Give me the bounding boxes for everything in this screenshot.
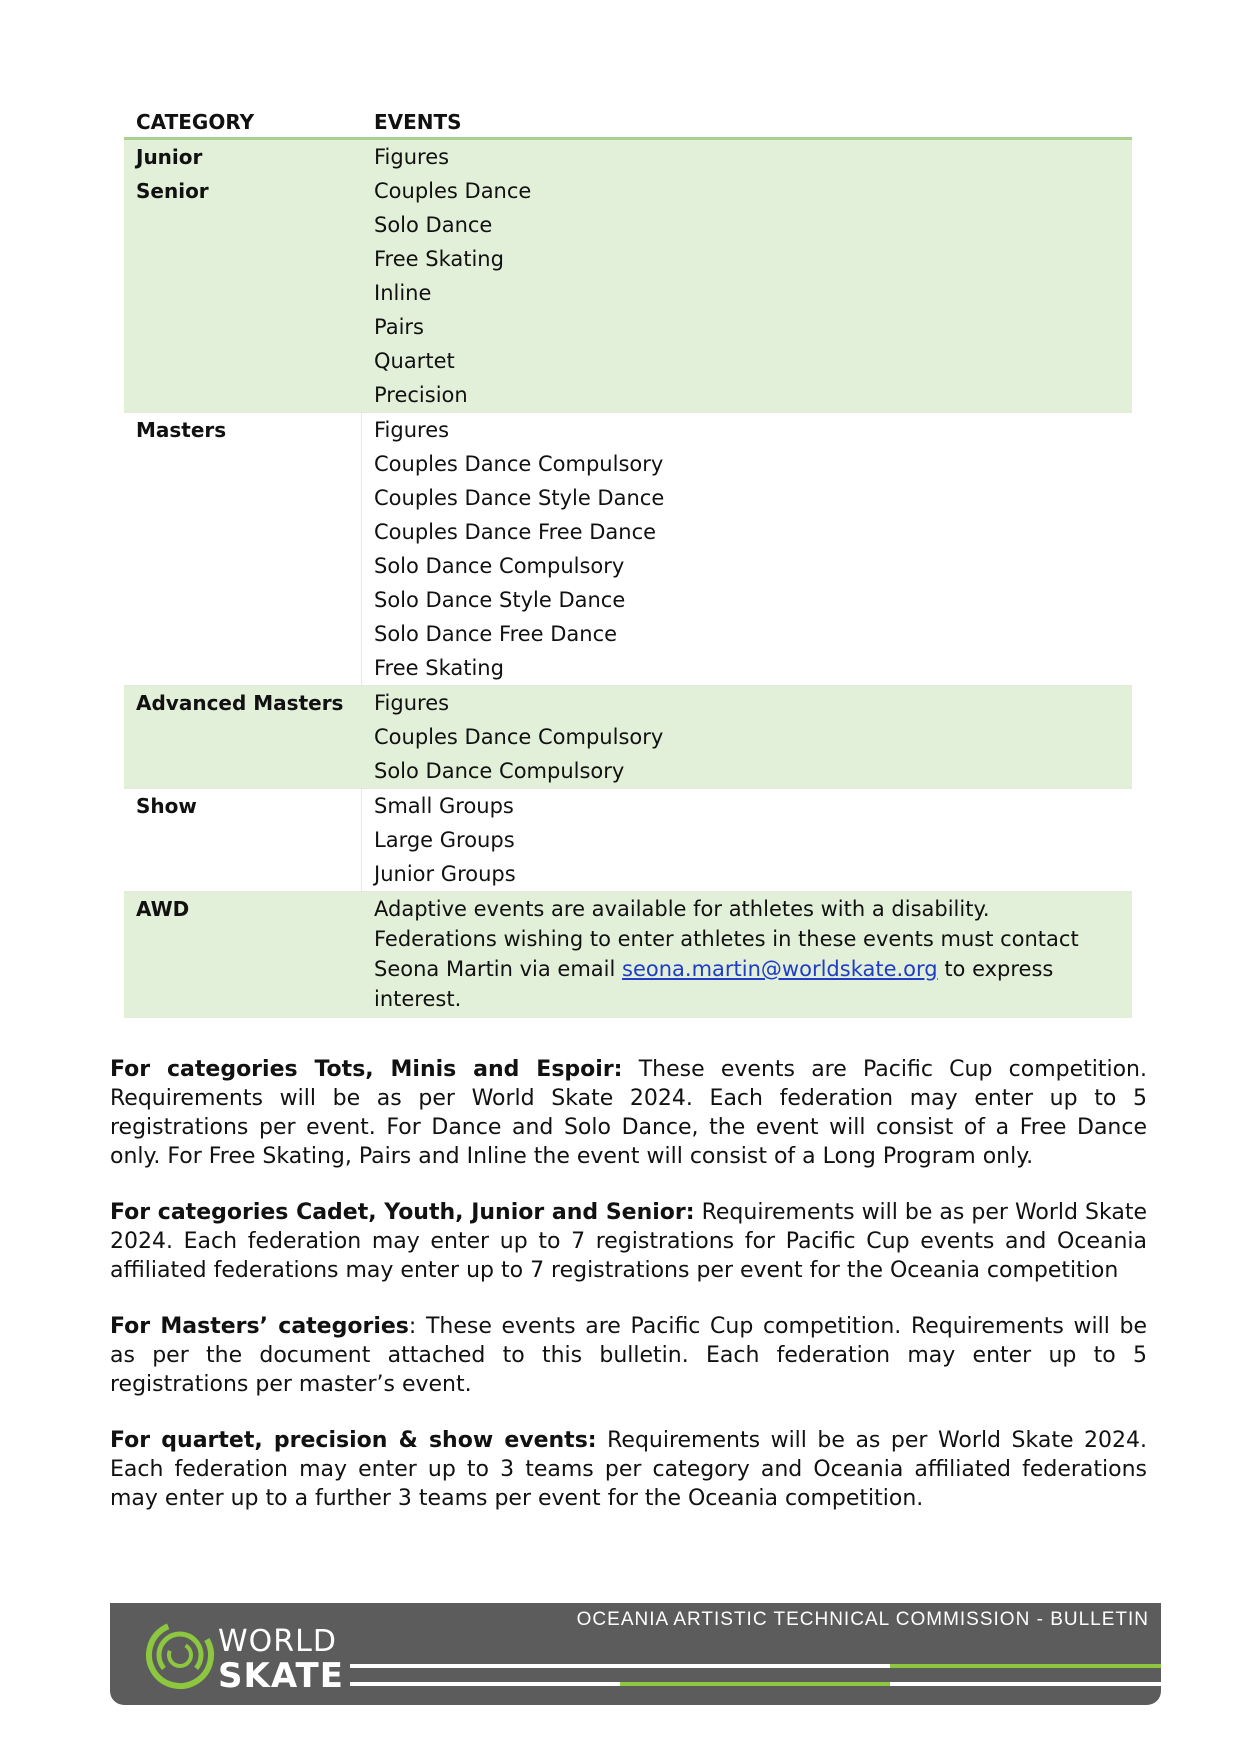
table-row: [124, 140, 1132, 413]
world-skate-logo-icon: [144, 1619, 216, 1691]
event-item: Solo Dance: [374, 213, 493, 237]
event-item: Couples Dance Compulsory: [374, 452, 664, 476]
rule-text: Requirements will be as per World Skate 2024. Each federation may enter up to 7 registrations for Pacific Cup events and Oceania affiliated federations may enter up to 7 registrations per event for the Oceania competition: [110, 1200, 1147, 1283]
footer-line-white-top: [350, 1664, 890, 1668]
rule-paragraph: [110, 1426, 1147, 1513]
event-item: Figures: [374, 418, 450, 442]
event-item: Precision: [374, 383, 468, 407]
category-label: Show: [136, 794, 197, 818]
category-label: Masters: [136, 418, 227, 442]
event-item: Couples Dance Compulsory: [374, 725, 664, 749]
header-category: CATEGORY: [136, 110, 255, 134]
event-item: Free Skating: [374, 656, 504, 680]
rule-lead: For categories Cadet, Youth, Junior and Senior:: [110, 1200, 695, 1225]
footer-line-white-bottom-2: [890, 1682, 1161, 1686]
rule-lead: For quartet, precision & show events:: [110, 1428, 597, 1453]
table-row: [124, 789, 1132, 892]
table-row: [124, 413, 1132, 686]
event-item: Couples Dance Free Dance: [374, 520, 657, 544]
header-events: EVENTS: [374, 110, 462, 134]
table-row: [124, 686, 1132, 789]
event-item: Couples Dance: [374, 179, 532, 203]
rule-paragraph: [110, 1055, 1147, 1171]
table-header: [124, 104, 1132, 140]
event-item: Solo Dance Free Dance: [374, 622, 618, 646]
rule-text: Requirements will be as per World Skate 2024. Each federation may enter up to 3 teams per category and Oceania affiliated federations may enter up to a further 3 teams per event for the Oceania competition.: [110, 1428, 1147, 1511]
rule-lead: For categories Tots, Minis and Espoir:: [110, 1057, 623, 1082]
category-label: Senior: [136, 179, 209, 203]
rule-text: : These events are Pacific Cup competition. Requirements will be as per the document attached to this bulletin. Each federation may enter up to 5 registrations per master’s event.: [110, 1314, 1147, 1397]
event-item: Solo Dance Compulsory: [374, 759, 625, 783]
event-item: Quartet: [374, 349, 455, 373]
rule-lead: For Masters’ categories: [110, 1314, 409, 1339]
rule-paragraph: [110, 1312, 1147, 1399]
event-item: Inline: [374, 281, 432, 305]
rule-paragraph: [110, 1198, 1147, 1285]
category-awd: AWD: [136, 897, 190, 921]
event-item: Large Groups: [374, 828, 515, 852]
event-item: Solo Dance Style Dance: [374, 588, 626, 612]
logo-word-skate: SKATE: [218, 1656, 344, 1696]
event-item: Free Skating: [374, 247, 504, 271]
events-table: [124, 104, 1132, 1018]
email-link[interactable]: seona.martin@worldskate.org: [622, 957, 938, 981]
footer-line-white-bottom: [350, 1682, 620, 1686]
category-label: Junior: [136, 145, 203, 169]
event-item: Solo Dance Compulsory: [374, 554, 625, 578]
rule-text: These events are Pacific Cup competition. Requirements will be as per World Skate 2024. Each federation may enter up to 5 registrations per event. For Dance and Solo Dance, the event will consist of a Free Dance only. For Free Skating, Pairs and Inline the event will consist of a Long Program only.: [110, 1057, 1147, 1169]
footer-line-green-top: [890, 1664, 1161, 1668]
event-item: Figures: [374, 691, 450, 715]
category-label: Advanced Masters: [136, 691, 344, 715]
footer-title: OCEANIA ARTISTIC TECHNICAL COMMISSION - BULLETIN: [576, 1609, 1149, 1630]
footer-band: [110, 1603, 1161, 1705]
event-item: Couples Dance Style Dance: [374, 486, 665, 510]
event-item: Junior Groups: [374, 862, 516, 886]
logo-word-world: WORLD: [218, 1624, 337, 1659]
awd-description: Adaptive events are available for athletes with a disability. Federations wishing to enter athletes in these events must contact Seona Martin via email seona.martin@worldskate.org to express interest.: [374, 897, 1079, 1011]
event-item: Pairs: [374, 315, 424, 339]
event-item: Small Groups: [374, 794, 514, 818]
footer-line-green-bottom: [620, 1682, 890, 1686]
table-row-awd: [124, 892, 1132, 1018]
event-item: Figures: [374, 145, 450, 169]
rules-paragraphs: [110, 1055, 1147, 1540]
